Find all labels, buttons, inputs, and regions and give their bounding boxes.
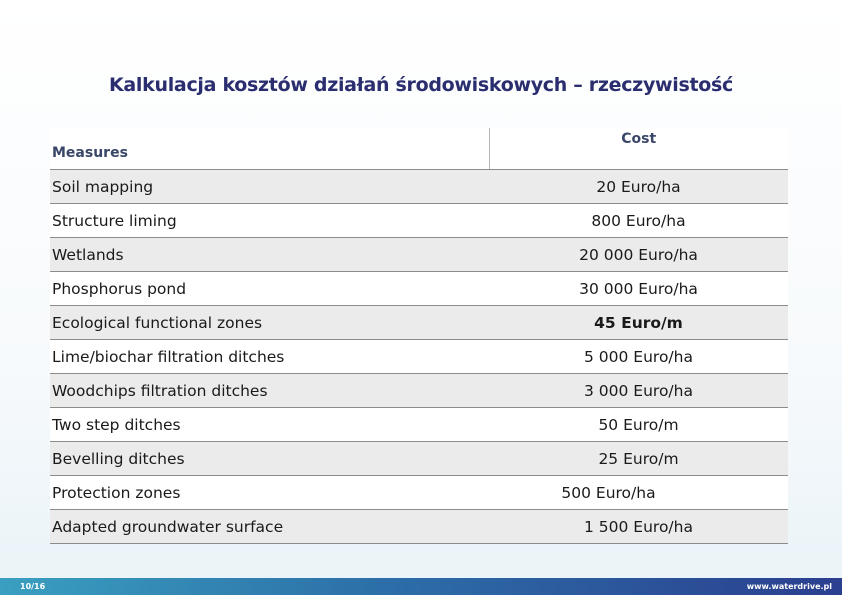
measure-cell: Two step ditches: [50, 408, 489, 442]
table-row: [50, 238, 788, 272]
cost-table: [50, 128, 788, 544]
cost-cell: 25 Euro/m: [489, 442, 788, 476]
measures-header: Measures: [50, 128, 489, 170]
measure-cell: Bevelling ditches: [50, 442, 489, 476]
table-row: [50, 442, 788, 476]
cost-cell: 20 Euro/ha: [489, 170, 788, 204]
cost-cell: 45 Euro/m: [489, 306, 788, 340]
table-row: [50, 306, 788, 340]
footer-bar: [0, 578, 842, 595]
table-header-row: [50, 128, 788, 170]
cost-cell: 1 500 Euro/ha: [489, 510, 788, 544]
table-row: [50, 510, 788, 544]
measure-cell: Protection zones: [50, 476, 489, 510]
table-row: [50, 170, 788, 204]
page-number: 10/16: [20, 582, 46, 591]
table-row: [50, 408, 788, 442]
measure-cell: Ecological functional zones: [50, 306, 489, 340]
table-row: [50, 374, 788, 408]
slide-title: Kalkulacja kosztów działań środowiskowych – rzeczywistość: [108, 74, 734, 96]
cost-cell: 30 000 Euro/ha: [489, 272, 788, 306]
cost-header: Cost: [489, 128, 788, 170]
cost-cell: 3 000 Euro/ha: [489, 374, 788, 408]
table-row: [50, 340, 788, 374]
measure-cell: Woodchips filtration ditches: [50, 374, 489, 408]
cost-cell: 20 000 Euro/ha: [489, 238, 788, 272]
table-row: [50, 476, 788, 510]
measure-cell: Structure liming: [50, 204, 489, 238]
measure-cell: Phosphorus pond: [50, 272, 489, 306]
table-row: [50, 204, 788, 238]
table-row: [50, 272, 788, 306]
website-link[interactable]: www.waterdrive.pl: [746, 582, 832, 591]
cost-cell: 500 Euro/ha: [489, 476, 788, 510]
measure-cell: Wetlands: [50, 238, 489, 272]
cost-cell: 800 Euro/ha: [489, 204, 788, 238]
measure-cell: Adapted groundwater surface: [50, 510, 489, 544]
measure-cell: Lime/biochar filtration ditches: [50, 340, 489, 374]
cost-cell: 50 Euro/m: [489, 408, 788, 442]
measure-cell: Soil mapping: [50, 170, 489, 204]
cost-cell: 5 000 Euro/ha: [489, 340, 788, 374]
